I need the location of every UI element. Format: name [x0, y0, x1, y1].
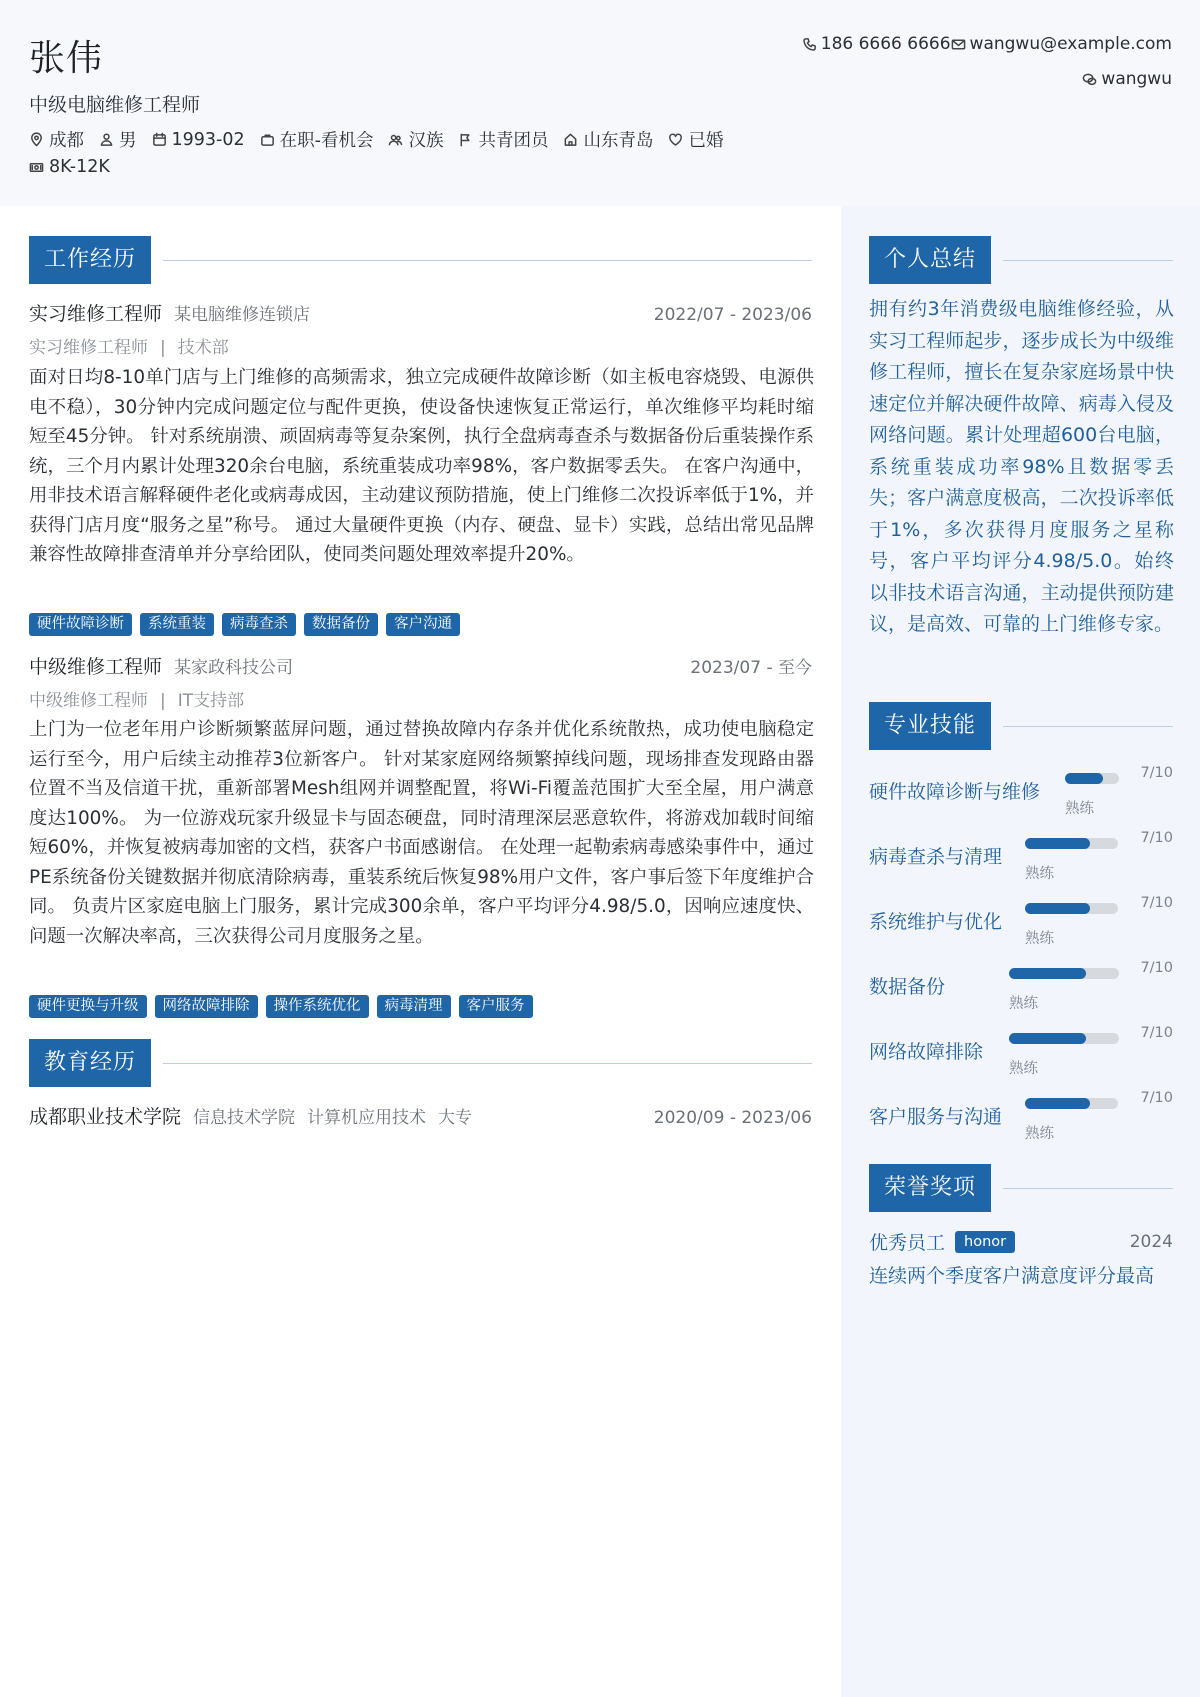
group-icon: [388, 132, 403, 147]
salary-row: [29, 157, 125, 177]
skill-tag: 客户服务: [459, 995, 533, 1018]
contact-wechat[interactable]: [1082, 69, 1172, 89]
skill-tag: 系统重装: [140, 613, 214, 636]
skill-item: [869, 893, 1173, 947]
info-hometown-text: 山东青岛: [583, 131, 654, 151]
info-political: [458, 127, 548, 152]
info-status: [260, 127, 374, 152]
education-date: 2020/09 - 2023/06: [653, 1108, 812, 1128]
section-summary-heading: [869, 236, 1173, 284]
skill-name: 数据备份: [869, 976, 946, 998]
info-birth: [152, 130, 245, 150]
job-role: 中级维修工程师: [29, 691, 148, 711]
skill-fill: [1009, 968, 1086, 979]
contact-row-2: [1082, 69, 1172, 89]
skill-fill: [1025, 1098, 1090, 1109]
section-education-heading: [29, 1039, 812, 1087]
skill-name: 系统维护与优化: [869, 911, 1003, 933]
info-location: [29, 127, 84, 152]
job-entry-2-description: 上门为一位老年用户诊断频繁蓝屏问题，通过替换故障内存条并优化系统散热，成功使电脑稳定运行至今，用户后续主动推荐3位新客户。 针对某家庭网络频繁掉线问题，现场排查发现路由器位置不当及信道干扰，重新部署Mesh组网并调整配置，将Wi-Fi覆盖范围扩大至全屋，用户满意度达100%。 为一位游戏玩家升级显卡与固态硬盘，同时清理深层恶意软件，将游戏加载时间缩短60%，并恢复被病毒加密的文档，获客户书面感谢信。 在处理一起勒索病毒感染事件中，通过PE系统备份关键数据并彻底清除病毒，重装系统后恢复98%用户文件，客户事后签下年度维护合同。 负责片区家庭电脑上门服务，累计完成300余单，客户平均评分4.98/5.0，因响应速度快、问题一次解决率高，三次获得公司月度服务之星。: [29, 719, 814, 947]
section-awards-heading: [869, 1164, 1173, 1212]
skill-meter: [1009, 968, 1119, 979]
separator: |: [160, 338, 166, 358]
section-summary-label: 个人总结: [869, 236, 991, 284]
skill-item: [869, 958, 1173, 1012]
job-entry-2-subline: [29, 686, 244, 711]
wechat-icon: [1082, 72, 1097, 87]
section-skills-label: 专业技能: [869, 702, 991, 750]
summary-text: 拥有约3年消费级电脑维修经验，从实习工程师起步，逐步成长为中级维修工程师，擅长在复杂家庭场景中快速定位并解决硬件故障、病毒入侵及网络问题。累计处理超600台电脑，系统重装成功率98%且数据零丢失；客户满意度极高，二次投诉率低于1%，多次获得月度服务之星称号，客户平均评分4.98/5.0。始终以非技术语言沟通，主动提供预防建议，是高效、可靠的上门维修专家。: [869, 298, 1174, 635]
info-salary-text: 8K-12K: [49, 157, 110, 177]
skill-item: [869, 1023, 1173, 1077]
job-dept: 技术部: [177, 338, 229, 358]
skill-tag: 数据备份: [304, 613, 378, 636]
skill-tag: 硬件更换与升级: [29, 995, 147, 1018]
skill-score: 7/10: [1140, 960, 1173, 976]
contact-phone-text: 186 6666 6666: [820, 34, 951, 54]
home-icon: [563, 132, 578, 147]
contact-phone[interactable]: [802, 34, 951, 54]
skill-level: 熟练: [1025, 1126, 1054, 1142]
job-entry-1-description: 面对日均8-10单门店与上门维修的高频需求，独立完成硬件故障诊断（如主板电容烧毁、电源供电不稳），30分钟内完成问题定位与配件更换，使设备快速恢复正常运行，单次维修平均耗时缩短至45分钟。 针对系统崩溃、顽固病毒等复杂案例，执行全盘病毒查杀与数据备份后重装操作系统，三个月内累计处理320余台电脑，系统重装成功率98%，客户数据零丢失。 在客户沟通中，用非技术语言解释硬件老化或病毒成因，主动建议预防措施，使上门维修二次投诉率低于1%，并获得门店月度“服务之星”称号。 通过大量硬件更换（内存、硬盘、显卡）实践，总结出常见品牌兼容性故障排查清单并分享给团队，使同类问题处理效率提升20%。: [29, 367, 814, 565]
calendar-icon: [152, 132, 167, 147]
heart-icon: [668, 132, 683, 147]
skill-item: [869, 828, 1173, 882]
money-icon: [29, 160, 44, 175]
candidate-name: 张伟: [29, 38, 104, 79]
award-name: 优秀员工: [869, 1232, 946, 1254]
job-entry-1-tags: [29, 613, 468, 636]
phone-icon: [802, 37, 817, 52]
education-degree: 大专: [438, 1108, 473, 1128]
skill-meter: [1009, 1033, 1119, 1044]
mail-icon: [951, 37, 966, 52]
job-date: 2022/07 - 2023/06: [653, 305, 812, 325]
job-company: 某家政科技公司: [174, 658, 294, 678]
info-political-text: 共青团员: [478, 131, 549, 151]
info-location-text: 成都: [49, 131, 84, 151]
info-hometown: [563, 127, 653, 152]
skill-level: 熟练: [1025, 866, 1054, 882]
job-title: 中级维修工程师: [29, 656, 163, 678]
education-major: 计算机应用技术: [307, 1108, 427, 1128]
skill-meter: [1025, 838, 1118, 849]
info-ethnicity: [388, 127, 443, 152]
info-gender: [99, 127, 137, 152]
skill-name: 客户服务与沟通: [869, 1106, 1003, 1128]
job-date: 2023/07 - 至今: [690, 658, 812, 678]
info-ethnicity-text: 汉族: [408, 131, 444, 151]
skill-level: 熟练: [1009, 996, 1038, 1012]
skill-tag: 病毒查杀: [222, 613, 296, 636]
education-college: 信息技术学院: [193, 1108, 296, 1128]
job-title: 实习维修工程师: [29, 303, 163, 325]
section-divider: [1003, 1188, 1173, 1189]
section-divider: [163, 260, 812, 261]
contact-wechat-text: wangwu: [1101, 69, 1172, 89]
skill-fill: [1025, 838, 1090, 849]
award-entry: [869, 1228, 1173, 1255]
job-role: 实习维修工程师: [29, 338, 148, 358]
job-dept: IT支持部: [177, 691, 245, 711]
skill-score: 7/10: [1140, 1090, 1173, 1106]
skill-level: 熟练: [1025, 931, 1054, 947]
job-entry-2-header: [29, 652, 812, 679]
skill-tag: 网络故障排除: [155, 995, 258, 1018]
skill-score: 7/10: [1140, 830, 1173, 846]
skill-level: 熟练: [1009, 1061, 1038, 1077]
contact-email[interactable]: [951, 34, 1172, 54]
skill-fill: [1025, 903, 1090, 914]
skill-tag: 硬件故障诊断: [29, 613, 132, 636]
person-icon: [99, 132, 114, 147]
job-company: 某电脑维修连锁店: [174, 305, 311, 325]
section-divider: [1003, 260, 1173, 261]
flag-icon: [458, 132, 473, 147]
section-divider: [163, 1063, 812, 1064]
contact-email-text: wangwu@example.com: [969, 34, 1172, 54]
section-skills-heading: [869, 702, 1173, 750]
briefcase-icon: [260, 132, 275, 147]
info-salary: [29, 157, 110, 177]
skill-tag: 病毒清理: [377, 995, 451, 1018]
candidate-job-title: 中级电脑维修工程师: [29, 94, 201, 116]
skill-score: 7/10: [1140, 895, 1173, 911]
contact-row: [802, 34, 1172, 54]
resume-header: [0, 0, 1200, 206]
skill-meter: [1025, 1098, 1118, 1109]
job-entry-1-subline: [29, 333, 229, 358]
skill-score: 7/10: [1140, 765, 1173, 781]
info-gender-text: 男: [119, 131, 137, 151]
section-divider: [1003, 726, 1173, 727]
education-school: 成都职业技术学院: [29, 1106, 182, 1128]
job-entry-1-header: [29, 299, 812, 326]
skill-item: [869, 1088, 1173, 1142]
skill-level: 熟练: [1065, 801, 1094, 817]
location-icon: [29, 132, 44, 147]
award-description: 连续两个季度客户满意度评分最高: [869, 1265, 1155, 1287]
section-education-label: 教育经历: [29, 1039, 151, 1087]
section-work-heading: [29, 236, 812, 284]
skill-score: 7/10: [1140, 1025, 1173, 1041]
personal-info-row: [29, 127, 738, 152]
award-badge: honor: [955, 1231, 1015, 1253]
info-marital-text: 已婚: [688, 131, 724, 151]
section-awards-label: 荣誉奖项: [869, 1164, 991, 1212]
skill-name: 病毒查杀与清理: [869, 846, 1003, 868]
skill-item: [869, 763, 1173, 817]
separator: |: [160, 691, 166, 711]
skill-fill: [1009, 1033, 1086, 1044]
info-status-text: 在职-看机会: [279, 131, 374, 151]
skill-tag: 操作系统优化: [266, 995, 369, 1018]
skill-meter: [1025, 903, 1118, 914]
skill-name: 硬件故障诊断与维修: [869, 781, 1041, 803]
section-work-label: 工作经历: [29, 236, 151, 284]
skill-tag: 客户沟通: [386, 613, 460, 636]
skill-fill: [1065, 773, 1103, 784]
skill-meter: [1065, 773, 1119, 784]
info-birth-text: 1993-02: [171, 129, 245, 150]
skill-name: 网络故障排除: [869, 1041, 984, 1063]
education-entry: [29, 1102, 812, 1129]
job-entry-2-tags: [29, 995, 541, 1018]
info-marital: [668, 127, 723, 152]
award-year: 2024: [1129, 1231, 1173, 1252]
